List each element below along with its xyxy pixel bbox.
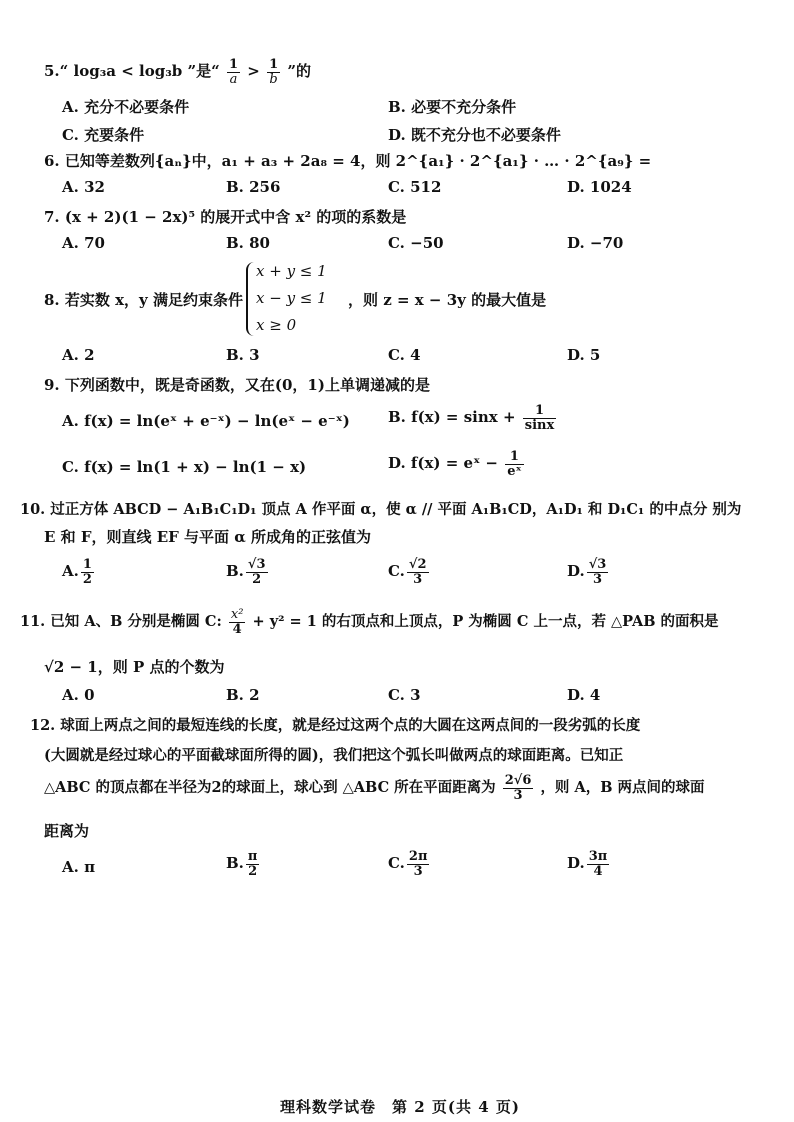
option-c[interactable]: C. −50: [388, 234, 444, 252]
option-a[interactable]: A. 充分不必要条件: [62, 98, 190, 116]
option-c[interactable]: C. f(x) = ln(1 + x) − ln(1 − x): [62, 458, 307, 476]
fraction: $\frac{2√6}{3}$: [504, 773, 532, 803]
fraction: $\frac{1}{a}$: [228, 57, 239, 87]
constraint-1: x + y ≤ 1: [256, 262, 327, 280]
question-7-stem: 7. (x + 2)(1 − 2x)⁵ 的展开式中含 x² 的项的系数是: [44, 208, 407, 226]
question-11-stem-line-1: 11. 已知 A、B 分别是椭圆 C: $\frac{\text{x²}}{4}$ + y² = 1 的右顶点和上顶点，P 为椭圆 C 上一点，若 △PAB 的面积是: [20, 607, 719, 637]
page-footer: 理科数学试卷 第 2 页(共 4 页): [280, 1098, 520, 1116]
question-11-stem-line-2: √2 − 1，则 P 点的个数为: [44, 658, 225, 676]
option-a[interactable]: A. π: [62, 858, 96, 876]
question-10-stem-line-1: 10. 过正方体 ABCD − A₁B₁C₁D₁ 顶点 A 作平面 α，使 α // 平面 A₁B₁CD，A₁D₁ 和 D₁C₁ 的中点分 别为: [20, 501, 742, 518]
option-c[interactable]: C. 4: [388, 346, 421, 364]
question-5-stem: 5.“ log₃a < log₃b ”是“ $\frac{1}{a}$ > $\frac{1}{b}$ ”的: [44, 57, 311, 87]
question-9-options-row-2: [62, 450, 782, 490]
question-12-stem-line-1: 12. 球面上两点之间的最短连线的长度，就是经过这两个点的大圆在这两点间的一段劣弧的长度: [30, 717, 641, 734]
question-6-stem: 6. 已知等差数列{aₙ}中，a₁ + a₃ + 2a₈ = 4，则 2^{a₁} · 2^{a₁} · … · 2^{a₉} =: [44, 152, 652, 170]
question-9-options-row-1: [62, 404, 782, 444]
option-b[interactable]: B. $\frac{\pi}{2}$: [226, 849, 258, 879]
question-12-stem-line-2: (大圆就是经过球心的平面截球面所得的圆)，我们把这个弧长叫做两点的球面距离。已知正: [44, 747, 624, 764]
option-d[interactable]: D. −70: [567, 234, 624, 252]
option-d[interactable]: D. $\frac{√3}{3}$: [567, 557, 607, 587]
question-12-stem-line-3: △ABC 的顶点都在半径为2的球面上，球心到 △ABC 所在平面距离为 $\frac{2√6}{3}$ ，则 A，B 两点间的球面: [44, 773, 705, 803]
question-12-stem-line-4: 距离为: [44, 822, 90, 840]
option-c[interactable]: C. 3: [388, 686, 421, 704]
option-d[interactable]: D. 4: [567, 686, 601, 704]
option-d[interactable]: D. 5: [567, 346, 601, 364]
option-a[interactable]: A. 70: [62, 234, 105, 252]
option-a[interactable]: A. 32: [62, 178, 105, 196]
option-b[interactable]: B. $\frac{√3}{2}$: [226, 557, 266, 587]
question-9-stem: 9. 下列函数中，既是奇函数，又在(0，1)上单调递减的是: [44, 376, 430, 394]
fraction: $\frac{1}{b}$: [269, 57, 279, 87]
question-5-options-row-1: [62, 96, 782, 126]
option-c[interactable]: C. 充要条件: [62, 126, 145, 144]
question-8-stem-prefix: 8. 若实数 x，y 满足约束条件: [44, 291, 243, 309]
question-7-options: [62, 234, 782, 264]
option-d[interactable]: D. 1024: [567, 178, 632, 196]
option-b[interactable]: B. 必要不充分条件: [388, 98, 517, 116]
question-12-options: [62, 850, 782, 892]
option-b[interactable]: B. 3: [226, 346, 260, 364]
constraint-3: x ≥ 0: [256, 316, 297, 334]
option-a[interactable]: A. 2: [62, 346, 95, 364]
question-11-options: [62, 686, 782, 716]
option-a[interactable]: A. $\frac{1}{2}$: [62, 557, 92, 587]
question-10-options: [62, 558, 782, 600]
option-a[interactable]: A. 0: [62, 686, 95, 704]
question-10-stem-line-2: E 和 F，则直线 EF 与平面 α 所成角的正弦值为: [44, 528, 372, 546]
option-b[interactable]: B. 256: [226, 178, 281, 196]
option-c[interactable]: C. $\frac{√2}{3}$: [388, 557, 427, 587]
option-b[interactable]: B. f(x) = sinx + $\frac{1}{\sin x}$: [388, 403, 555, 433]
option-d[interactable]: D. 既不充分也不必要条件: [388, 126, 561, 144]
question-6-options: [62, 178, 782, 208]
option-d[interactable]: D. f(x) = eˣ − $\frac{1}{\text{eˣ}}$: [388, 449, 522, 479]
option-d[interactable]: D. $\frac{3\pi}{4}$: [567, 849, 608, 879]
question-8-stem-suffix: ，则 z = x − 3y 的最大值是: [348, 291, 547, 309]
question-8-options: [62, 346, 782, 376]
constraint-2: x − y ≤ 1: [256, 289, 327, 307]
option-c[interactable]: C. $\frac{2\pi}{3}$: [388, 849, 428, 879]
option-b[interactable]: B. 80: [226, 234, 270, 252]
fraction: $\frac{\text{x²}}{4}$: [230, 607, 244, 637]
option-c[interactable]: C. 512: [388, 178, 442, 196]
option-b[interactable]: B. 2: [226, 686, 260, 704]
option-a[interactable]: A. f(x) = ln(eˣ + e⁻ˣ) − ln(eˣ − e⁻ˣ): [62, 412, 350, 430]
